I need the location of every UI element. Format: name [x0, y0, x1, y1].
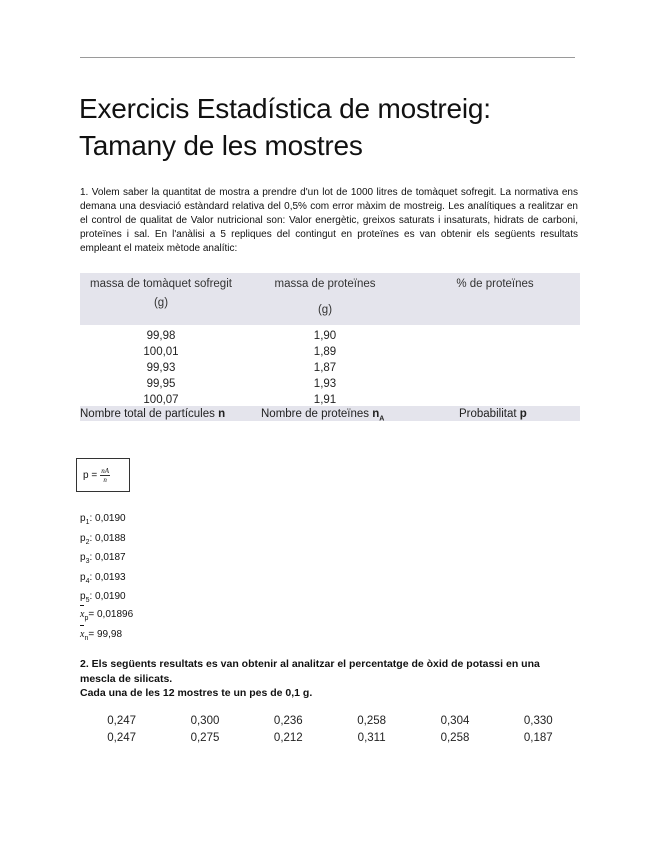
- p-symbol: p: [80, 571, 86, 583]
- table-2: [80, 713, 580, 747]
- list-item: [80, 550, 126, 570]
- footer-symbol: n: [218, 408, 226, 420]
- table-1-footer: [80, 406, 580, 421]
- table-cell: 99,98: [146, 330, 176, 342]
- formula-lhs: p =: [83, 469, 98, 481]
- formula-fraction: [100, 467, 110, 484]
- p-symbol: p: [80, 532, 86, 544]
- mean-subscript: p: [84, 615, 89, 622]
- footer-symbol: n: [372, 408, 380, 420]
- p-value: : 0,0193: [89, 571, 126, 583]
- formula-numerator: nA: [101, 466, 109, 475]
- list-item: [80, 627, 133, 647]
- footer-label: Nombre de proteïnes: [261, 408, 373, 420]
- list-item: [80, 570, 126, 590]
- formula-denominator: n: [103, 475, 107, 484]
- table-cell: 0,258: [357, 715, 387, 727]
- footer-label: Nombre total de partícules: [80, 408, 219, 420]
- exercise-2-text: [80, 657, 575, 701]
- footer-subscript: A: [379, 415, 385, 421]
- p-subscript: 4: [85, 577, 90, 585]
- exercise-2-line-1: 2. Els següents resultats es van obtenir al analitzar el percentatge de òxid de potassi en una mescla de silicats.: [80, 658, 540, 685]
- list-item: [80, 511, 126, 531]
- table-cell: 1,90: [313, 330, 337, 342]
- header-massa-tomaquet-unit: (g): [153, 297, 169, 309]
- p-subscript: 1: [85, 519, 90, 526]
- header-percent-proteines: % de proteïnes: [456, 278, 534, 290]
- column-massa-proteines: [255, 328, 395, 408]
- header-massa-proteines: massa de proteïnes: [274, 278, 376, 290]
- table-cell: 0,258: [440, 732, 470, 744]
- footer-total-particules: [80, 408, 225, 420]
- p-value: : 0,0190: [89, 513, 126, 524]
- footer-probabilitat: [459, 408, 527, 420]
- means-list: [80, 607, 133, 646]
- p-value: : 0,0187: [89, 552, 126, 563]
- table-cell: 0,236: [273, 715, 303, 727]
- p-subscript: 3: [85, 558, 90, 565]
- p-subscript: 2: [85, 538, 90, 546]
- table-cell: 1,89: [313, 346, 337, 358]
- p-subscript: 5: [85, 597, 90, 604]
- p-symbol: p: [80, 591, 86, 602]
- p-value: : 0,0190: [89, 591, 126, 602]
- p-symbol: p: [80, 552, 86, 563]
- mean-value: = 0,01896: [88, 609, 134, 620]
- table-cell: 0,311: [357, 732, 386, 744]
- table-cell: 0,275: [190, 732, 220, 744]
- p-value: : 0,0188: [89, 532, 126, 544]
- list-item: [80, 531, 126, 551]
- column-massa-tomaquet: [80, 328, 242, 408]
- table-1-header: [80, 273, 580, 325]
- table-cell: 0,247: [107, 732, 137, 744]
- table-cell: 99,93: [146, 362, 176, 374]
- footer-symbol: p: [519, 408, 527, 420]
- top-divider: [80, 57, 575, 58]
- p-symbol: p: [80, 513, 86, 524]
- table-cell: 100,07: [143, 394, 179, 406]
- title-line-1: Exercicis Estadística de mostreig:: [79, 93, 491, 124]
- table-cell: 0,304: [440, 715, 470, 727]
- table-cell: 1,87: [313, 362, 337, 374]
- table-cell: 0,212: [273, 732, 303, 744]
- xbar-symbol: x: [80, 627, 84, 643]
- p-values-list: [80, 511, 126, 609]
- exercise-2-line-2: Cada una de les 12 mostres te un pes de 0,1 g.: [80, 687, 313, 699]
- table-cell: 0,330: [523, 715, 553, 727]
- table-cell: 0,300: [190, 715, 220, 727]
- mean-subscript: n: [84, 634, 89, 642]
- list-item: [80, 607, 133, 627]
- list-item: [80, 589, 126, 609]
- table-cell: 0,187: [523, 732, 553, 744]
- table-cell: 100,01: [143, 346, 179, 358]
- title-line-2: Tamany de les mostres: [79, 130, 363, 161]
- mean-value: = 99,98: [88, 628, 123, 640]
- exercise-1-text: 1. Volem saber la quantitat de mostra a prendre d'un lot de 1000 litres de tomàquet sofregit. La normativa ens demana una desviació estàndard relativa del 0,5% com error màxim de mostreig. Les analítiques a realitzar en el control de qualitat de Valor nutricional son: Valor energètic, greixos saturats i insaturats, hidrats de carboni, proteïnes i sal. En l'anàlisi a 5 repliques del contingut en proteïnes es van obtenir els següents resultats empleant el mateix mètode analític:: [80, 187, 578, 254]
- table-cell: 0,247: [107, 715, 137, 727]
- header-massa-tomaquet: massa de tomàquet sofregit: [90, 278, 232, 290]
- table-cell: 1,91: [313, 394, 337, 406]
- page-title: [79, 90, 599, 164]
- probability-formula: [76, 458, 130, 492]
- table-cell: 99,95: [146, 378, 176, 390]
- table-row: [80, 713, 580, 730]
- footer-nombre-proteines: [261, 408, 384, 421]
- footer-label: Probabilitat: [459, 408, 520, 420]
- xbar-symbol: x: [80, 607, 84, 623]
- table-row: [80, 730, 580, 747]
- header-massa-proteines-unit: (g): [317, 304, 333, 316]
- table-cell: 1,93: [313, 378, 337, 390]
